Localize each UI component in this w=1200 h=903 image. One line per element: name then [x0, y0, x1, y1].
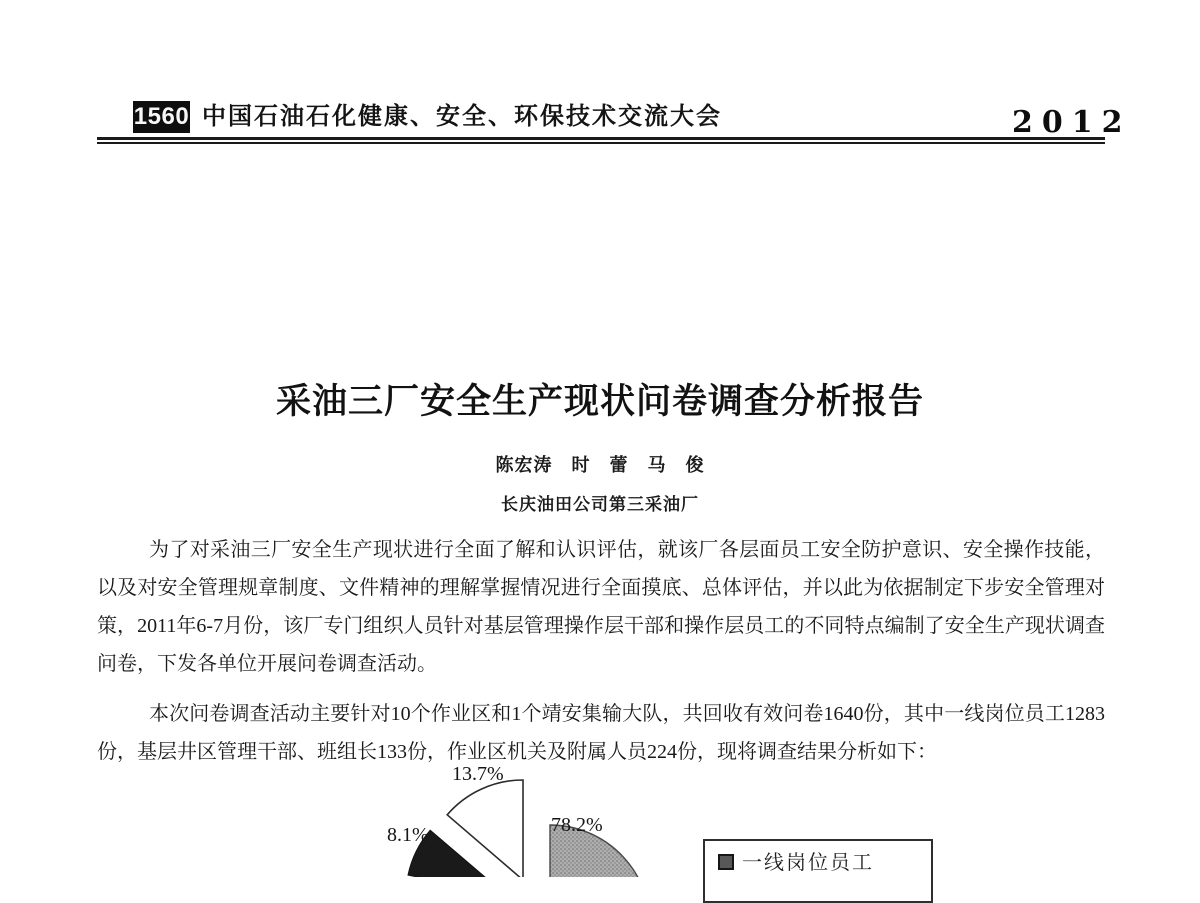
legend-color-swatch-icon	[718, 854, 734, 870]
pie-label-black-slice: 8.1%	[387, 824, 429, 846]
legend-entry-label: 一线岗位员工	[742, 852, 874, 874]
chart-legend	[703, 839, 933, 903]
year-label: 2012	[1012, 105, 1132, 140]
paragraph-survey-stats: 本次问卷调查活动主要针对10个作业区和1个靖安集输大队，共回收有效问卷1640份，其中一线岗位员工1283份，基层井区管理干部、班组长133份，作业区机关及附属人员224份，现将调查结果分析如下：	[97, 703, 1105, 763]
pie-label-white-slice: 13.7%	[452, 763, 504, 785]
page-number-badge: 1560	[133, 101, 190, 133]
paragraph-intro: 为了对采油三厂安全生产现状进行全面了解和认识评估，就该厂各层面员工安全防护意识、安全操作技能，以及对安全管理规章制度、文件精神的理解掌握情况进行全面摸底、总体评估，并以此为依据制定下步安全管理对策，2011年6-7月份，该厂专门组织人员针对基层管理操作层干部和操作层员工的不同特点编制了安全生产现状调查问卷，下发各单位开展问卷调查活动。	[97, 539, 1105, 675]
affiliation-line: 长庆油田公司第三采油厂	[501, 495, 699, 514]
conference-header-title: 中国石油石化健康、安全、环保技术交流大会	[202, 103, 722, 130]
pie-label-gray-slice: 78.2%	[551, 814, 603, 836]
paper-title: 采油三厂安全生产现状问卷调查分析报告	[275, 382, 924, 421]
authors-line: 陈宏涛 时 蕾 马 俊	[495, 455, 705, 475]
